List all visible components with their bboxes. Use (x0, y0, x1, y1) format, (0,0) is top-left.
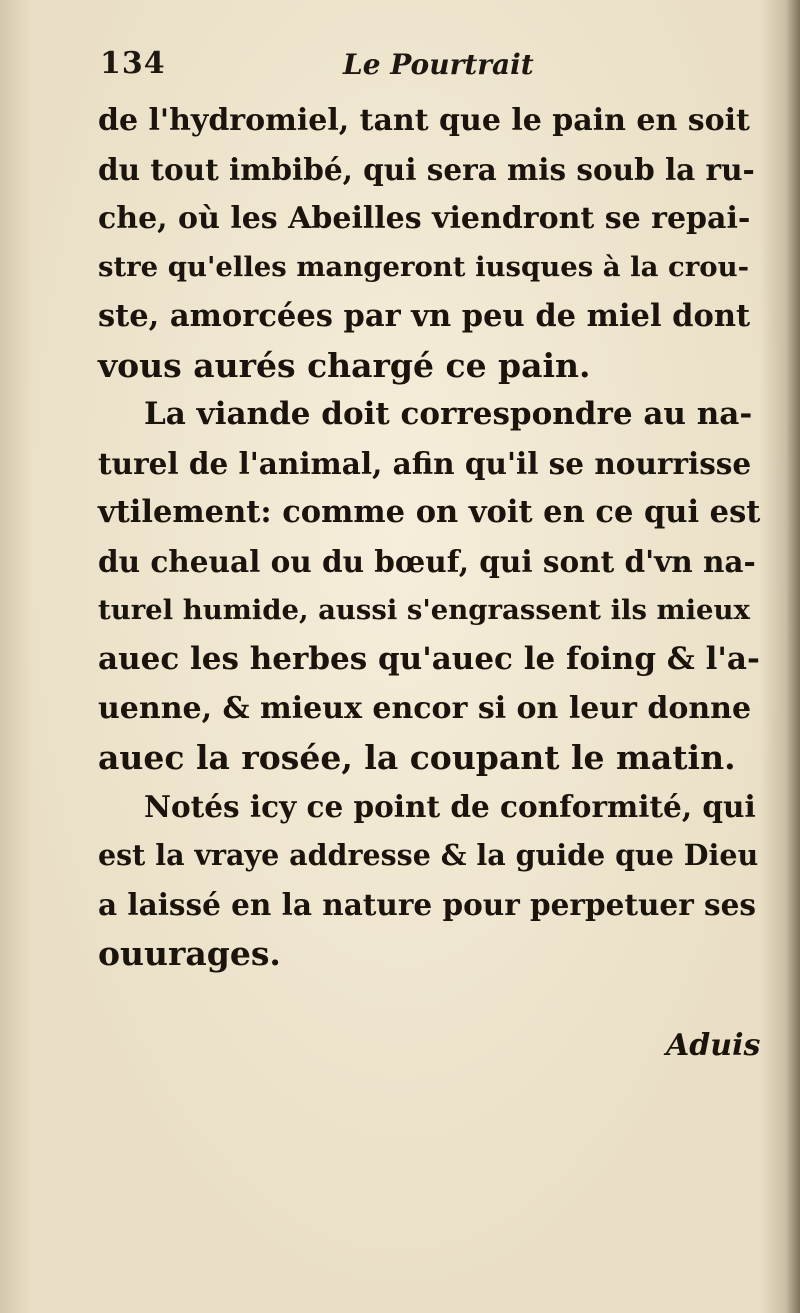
text-line: che, où les Abeilles viendront se repai- (98, 201, 751, 236)
page-edge-shadow (786, 0, 800, 1313)
text-line: stre qu'elles mangeront iusques à la crou- (98, 251, 749, 283)
paragraph-start-line: La viande doit correspondre au na- (144, 396, 753, 432)
page-header (100, 46, 700, 90)
text-line: est la vraye addresse & la guide que Dieu (98, 838, 759, 872)
text-line: auec la rosée, la coupant le matin. (98, 738, 736, 777)
text-line: du cheual ou du bœuf, qui sont d'vn na- (98, 544, 756, 579)
text-line: ouurages. (98, 934, 281, 973)
text-line: du tout imbibé, qui sera mis soub la ru- (98, 152, 755, 187)
text-line: de l'hydromiel, tant que le pain en soit (98, 103, 750, 138)
text-line: uenne, & mieux encor si on leur donne (98, 691, 752, 726)
text-line: ste, amorcées par vn peu de miel dont (98, 298, 751, 334)
text-line: auec les herbes qu'auec le foing & l'a- (98, 641, 760, 677)
text-line: turel humide, aussi s'engrassent ils mieux (98, 594, 750, 626)
text-line: vtilement: comme on voit en ce qui est (98, 494, 761, 530)
text-line: a laissé en la nature pour perpetuer ses (98, 887, 757, 922)
paragraph-start-line: Notés icy ce point de conformité, qui (144, 789, 756, 824)
text-line: vous aurés chargé ce pain. (98, 346, 591, 385)
page-number: 134 (100, 46, 166, 81)
body-text (98, 96, 760, 978)
running-head: Le Pourtrait (343, 48, 534, 81)
catchword: Aduis (666, 1028, 761, 1063)
text-line: turel de l'animal, afin qu'il se nourrisse (98, 446, 752, 481)
